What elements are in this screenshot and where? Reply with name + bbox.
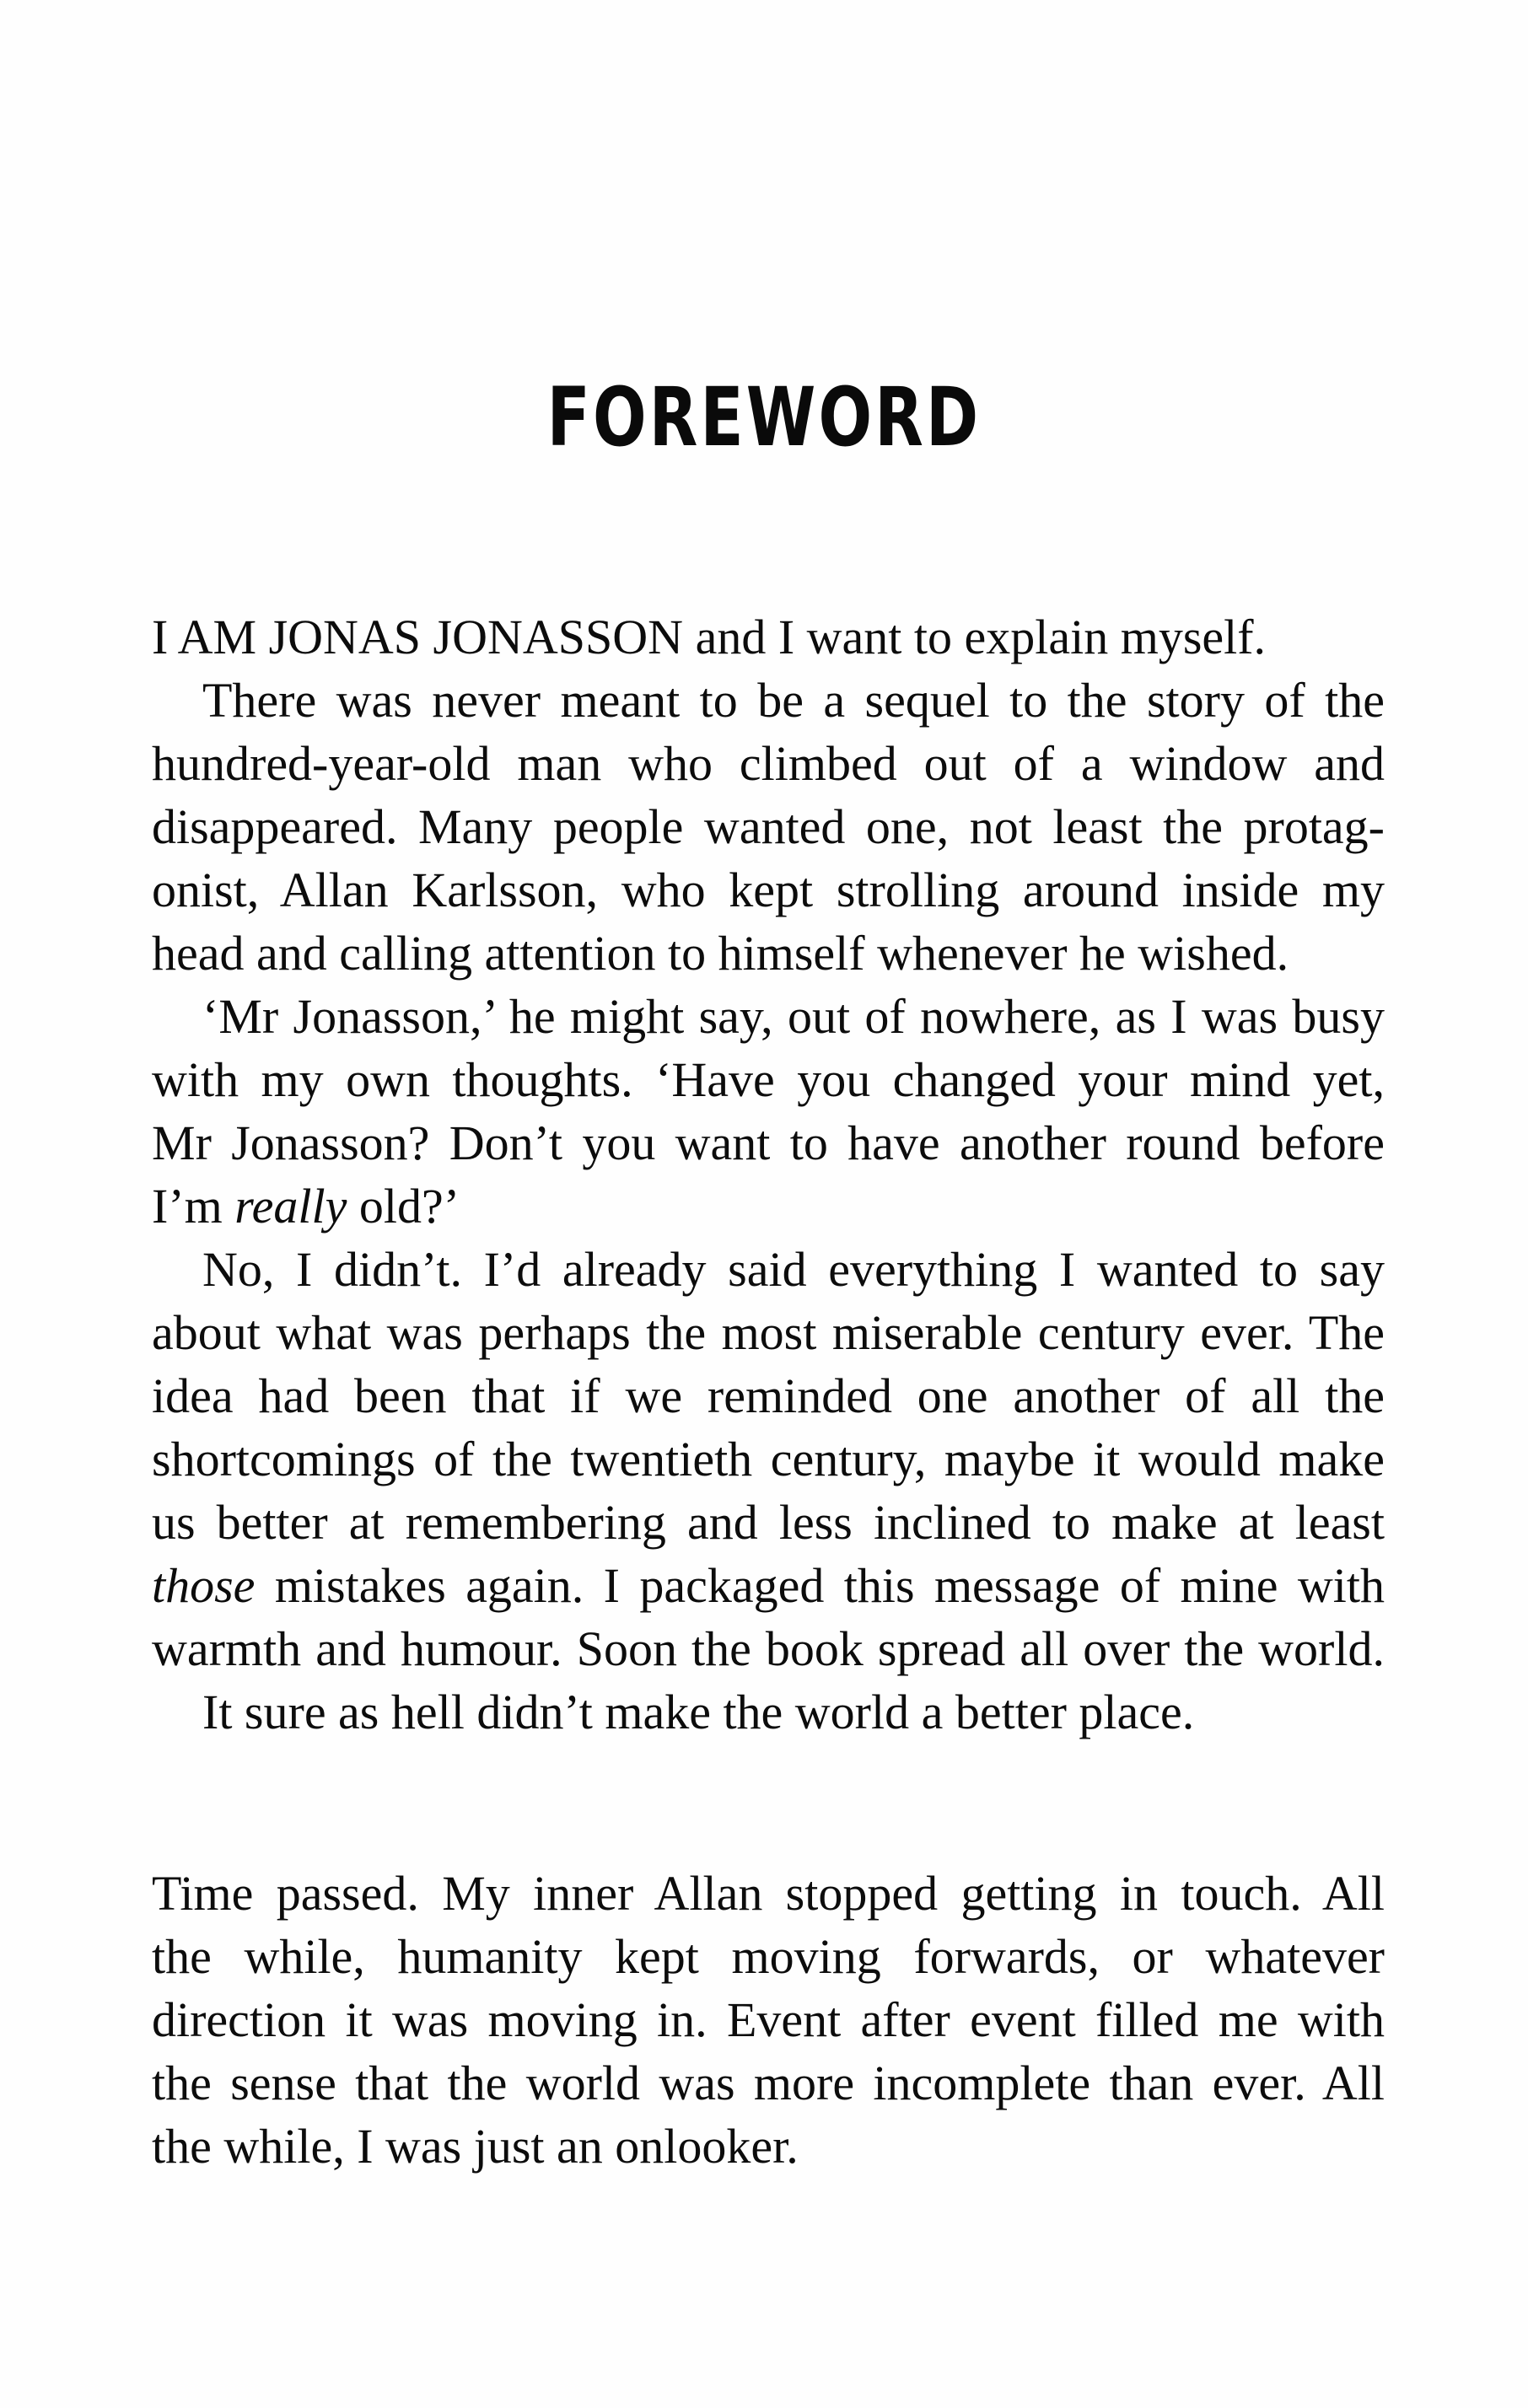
- chapter-title: FOREWORD: [546, 370, 982, 465]
- text-line: us better at remembering and less inclined to make at least: [152, 1495, 1385, 1550]
- text-line: shortcomings of the twentieth century, maybe it would make: [152, 1432, 1385, 1486]
- text-line: the while, I was just an onlooker.: [152, 2119, 799, 2174]
- text-line: warmth and humour. Soon the book spread all over the world.: [152, 1621, 1385, 1676]
- text-line: with my own thoughts. ‘Have you changed your mind yet,: [152, 1052, 1385, 1107]
- text-line: Mr Jonasson? Don’t you want to have another round before: [152, 1115, 1385, 1170]
- text-line: Time passed. My inner Allan stopped getting in touch. All: [152, 1866, 1385, 1921]
- text-line: about what was perhaps the most miserable century ever. The: [152, 1305, 1385, 1360]
- text-line: No, I didn’t. I’d already said everything I wanted to say: [202, 1242, 1385, 1297]
- foreword-section-1: [152, 605, 1385, 1744]
- text-line: [152, 1554, 1385, 1617]
- text-line: [152, 1174, 1385, 1238]
- text-line: the while, humanity kept moving forwards, or whatever: [152, 1929, 1385, 1984]
- text-line: It sure as hell didn’t make the world a better place.: [202, 1685, 1195, 1739]
- text-line: the sense that the world was more incomplete than ever. All: [152, 2056, 1385, 2110]
- emphasis-text: really: [234, 1179, 347, 1234]
- text-line: There was never meant to be a sequel to the story of the: [202, 673, 1385, 728]
- foreword-section-2: [152, 1862, 1385, 2178]
- text-line: idea had been that if we reminded one another of all the: [152, 1368, 1385, 1423]
- text-line: head and calling attention to himself whenever he wished.: [152, 926, 1289, 981]
- text-run: old?’: [347, 1179, 460, 1234]
- text-line: disappeared. Many people wanted one, not least the protag-: [152, 799, 1385, 854]
- emphasis-text: those: [152, 1558, 256, 1613]
- text-run: mistakes again. I packaged this message of mine with: [255, 1558, 1385, 1613]
- text-line: direction it was moving in. Event after event filled me with: [152, 1992, 1385, 2047]
- text-run: I’m: [152, 1179, 235, 1234]
- text-line: ‘Mr Jonasson,’ he might say, out of nowhere, as I was busy: [202, 989, 1385, 1044]
- text-line: I AM JONAS JONASSON and I want to explain myself.: [152, 610, 1267, 664]
- text-line: onist, Allan Karlsson, who kept strolling around inside my: [152, 863, 1385, 917]
- text-line: hundred-year-old man who climbed out of a window and: [152, 736, 1385, 791]
